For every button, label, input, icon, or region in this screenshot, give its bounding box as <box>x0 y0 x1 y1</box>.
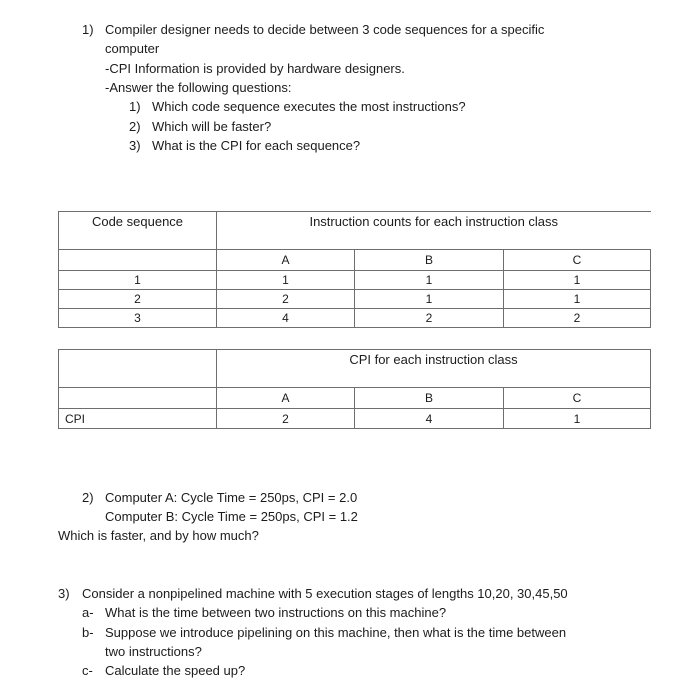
q3-item-b-text: Suppose we introduce pipelining on this machine, then what is the time between <box>105 625 567 640</box>
q1-sub2-text: Which will be faster? <box>152 119 272 134</box>
count-a-cell: 4 <box>217 309 355 328</box>
table1-class-c-header: C <box>504 250 651 271</box>
q3-item-a-label: a- <box>82 605 94 620</box>
count-b-cell: 1 <box>355 290 504 309</box>
code-sequence-header: Code sequence <box>59 212 217 250</box>
count-c-cell: 1 <box>504 271 651 290</box>
cpi-header: CPI for each instruction class <box>217 350 651 388</box>
q2-number: 2) <box>82 490 94 505</box>
table2-class-c-header: C <box>504 388 651 409</box>
table2-blank-cell <box>59 388 217 409</box>
q1-sub1-number: 1) <box>129 99 141 114</box>
count-c-cell: 1 <box>504 290 651 309</box>
q1-line2: computer <box>105 41 160 56</box>
table1-class-b-header: B <box>355 250 504 271</box>
sequence-cell: 3 <box>59 309 217 328</box>
cpi-b-cell: 4 <box>355 409 504 429</box>
instruction-counts-header: Instruction counts for each instruction class <box>217 212 651 250</box>
table-row <box>59 271 651 290</box>
table2-class-b-header: B <box>355 388 504 409</box>
count-b-cell: 1 <box>355 271 504 290</box>
instruction-counts-table <box>58 211 651 328</box>
table1-class-a-header: A <box>217 250 355 271</box>
count-a-cell: 2 <box>217 290 355 309</box>
q1-line1: Compiler designer needs to decide between 3 code sequences for a specific <box>105 22 545 37</box>
q3-item-b-continuation: two instructions? <box>105 644 202 659</box>
q2-computer-a: Computer A: Cycle Time = 250ps, CPI = 2.0 <box>105 490 358 505</box>
cpi-table <box>58 349 651 429</box>
q3-number: 3) <box>58 586 70 601</box>
q1-sub3-number: 3) <box>129 138 141 153</box>
table-row <box>59 290 651 309</box>
q2-question: Which is faster, and by how much? <box>58 528 259 543</box>
q1-sub3-text: What is the CPI for each sequence? <box>152 138 361 153</box>
table2-blank-header <box>59 350 217 388</box>
q1-sub1-text: Which code sequence executes the most instructions? <box>152 99 466 114</box>
q1-answer-intro: -Answer the following questions: <box>105 80 292 95</box>
q3-text: Consider a nonpipelined machine with 5 execution stages of lengths 10,20, 30,45,50 <box>82 586 568 601</box>
count-c-cell: 2 <box>504 309 651 328</box>
q3-item-a-text: What is the time between two instructions on this machine? <box>105 605 447 620</box>
table2-class-a-header: A <box>217 388 355 409</box>
table-row <box>59 309 651 328</box>
cpi-row-label: CPI <box>59 409 217 429</box>
q2-computer-b: Computer B: Cycle Time = 250ps, CPI = 1.2 <box>105 509 358 524</box>
table1-blank-cell <box>59 250 217 271</box>
q1-info: -CPI Information is provided by hardware designers. <box>105 61 405 76</box>
table-row <box>59 409 651 429</box>
count-b-cell: 2 <box>355 309 504 328</box>
cpi-a-cell: 2 <box>217 409 355 429</box>
q1-sub2-number: 2) <box>129 119 141 134</box>
q1-number: 1) <box>82 22 94 37</box>
count-a-cell: 1 <box>217 271 355 290</box>
q3-item-c-label: c- <box>82 663 93 678</box>
q3-item-c-text: Calculate the speed up? <box>105 663 246 678</box>
sequence-cell: 2 <box>59 290 217 309</box>
sequence-cell: 1 <box>59 271 217 290</box>
q3-item-b-label: b- <box>82 625 94 640</box>
cpi-c-cell: 1 <box>504 409 651 429</box>
